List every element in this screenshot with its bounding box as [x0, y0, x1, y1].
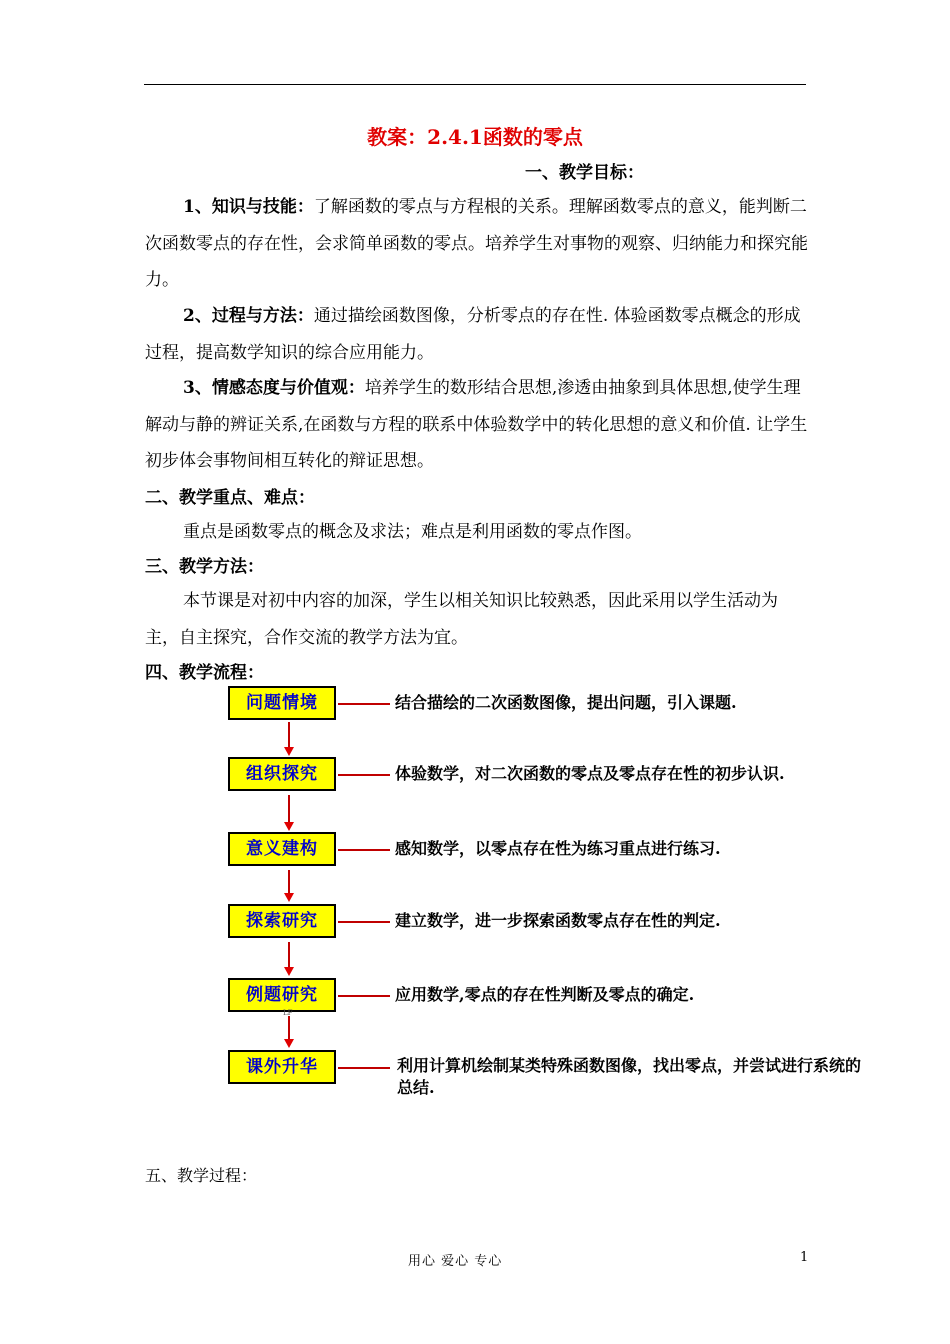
flow-arrow-line-3	[288, 870, 290, 894]
flow-connector-3	[338, 849, 390, 851]
goal1-paragraph	[145, 189, 810, 299]
section1-heading: 一、教学目标：	[525, 163, 644, 183]
section2-heading: 二、教学重点、难点：	[145, 488, 315, 508]
flow-connector-4	[338, 921, 390, 923]
goal2-label: 2、过程与方法：	[183, 306, 314, 326]
flow-mark: LF	[283, 1009, 293, 1017]
flow-box-3: 意义建构	[228, 832, 336, 866]
flow-box-1: 问题情境	[228, 686, 336, 720]
flow-connector-2	[338, 774, 390, 776]
goal1-text: 了解函数的零点与方程根的关系。理解函数零点的意义，能判断二次函数零点的存在性，会求简单函数的零点。培养学生对事物的观察、归纳能力和探究能力。	[145, 197, 808, 290]
header-rule	[144, 84, 806, 85]
flow-arrowhead-2	[284, 822, 294, 831]
page-number: 1	[800, 1250, 809, 1265]
goal1-label: 1、知识与技能：	[183, 197, 314, 217]
goal2-text: 通过描绘函数图像，分析零点的存在性. 体验函数零点概念的形成过程，提高数学知识的综合应用能力。	[145, 306, 801, 363]
flow-text-2: 体验数学，对二次函数的零点及零点存在性的初步认识.	[395, 764, 785, 783]
flow-text-6: 利用计算机绘制某类特殊函数图像，找出零点，并尝试进行系统的总结.	[397, 1056, 862, 1097]
flow-connector-1	[338, 703, 390, 705]
flow-text-3: 感知数学，以零点存在性为练习重点进行练习.	[395, 839, 721, 858]
section5-heading: 五、教学过程：	[145, 1166, 258, 1185]
goal3-paragraph	[145, 370, 810, 480]
flow-arrowhead-3	[284, 893, 294, 902]
section2-text: 重点是函数零点的概念及求法；难点是利用函数的零点作图。	[183, 522, 642, 542]
flow-box-2: 组织探究	[228, 757, 336, 791]
flow-text-4: 建立数学，进一步探索函数零点存在性的判定.	[395, 911, 721, 930]
flow-box-6: 课外升华	[228, 1050, 336, 1084]
flow-box-4: 探索研究	[228, 904, 336, 938]
flow-connector-5	[338, 995, 390, 997]
flow-arrowhead-1	[284, 747, 294, 756]
flow-arrow-line-2	[288, 795, 290, 823]
goal3-text: 培养学生的数形结合思想,渗透由抽象到具体思想,使学生理解动与静的辨证关系,在函数与方程的联系中体验数学中的转化思想的意义和价值. 让学生初步体会事物间相互转化的辩证思想。	[145, 378, 808, 471]
section3-text: 本节课是对初中内容的加深，学生以相关知识比较熟悉，因此采用以学生活动为主，自主探究，合作交流的教学方法为宜。	[145, 591, 778, 648]
section3-heading: 三、教学方法：	[145, 557, 264, 577]
goal2-paragraph	[145, 298, 810, 371]
flow-arrow-line-1	[288, 722, 290, 748]
flow-text-5: 应用数学,零点的存在性判断及零点的确定.	[395, 985, 695, 1004]
section4-heading: 四、教学流程：	[145, 663, 264, 683]
flow-arrowhead-5	[284, 1039, 294, 1048]
page-title: 教案：2.4.1函数的零点	[367, 125, 583, 149]
flow-connector-6	[338, 1067, 390, 1069]
page-footer: 用心 爱心 专心	[408, 1254, 503, 1269]
flow-arrow-line-5	[288, 1016, 290, 1040]
flow-arrow-line-4	[288, 942, 290, 968]
goal3-label: 3、情感态度与价值观：	[183, 378, 365, 398]
flow-arrowhead-4	[284, 967, 294, 976]
flow-box-5: 例题研究	[228, 978, 336, 1012]
flow-text-1: 结合描绘的二次函数图像，提出问题，引入课题.	[395, 693, 737, 712]
